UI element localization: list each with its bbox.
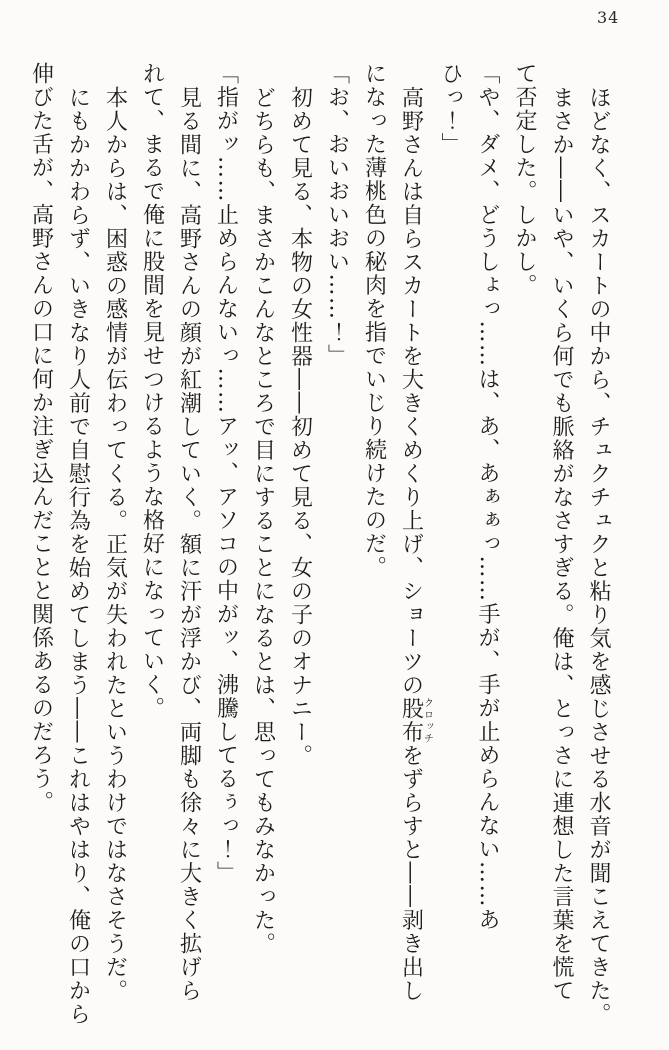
text-line: 見る間に、高野さんの顔が紅潮していく。額に汗が浮かび、両脚も徐々に大きく拡げら — [176, 85, 202, 1002]
text-line: れて、まるで俺に股間を見せつけるような格好になっていく。 — [139, 62, 165, 720]
ruby-annotation — [398, 696, 433, 744]
text-line: ほどなく、スカートの中から、チュクチュクと粘り気を感じさせる水音が聞こえてきた。 — [586, 85, 611, 1026]
text-line: にもかかわらず、いきなり人前で自慰行為を始めてしまう――これはやはり、俺の口から — [65, 85, 91, 1026]
text-line: まさか――いや、いくら何でも脈絡がなさすぎる。俺は、とっさに連想した言葉を慌て — [549, 85, 574, 1002]
text-block — [23, 62, 618, 1040]
text-line: になった薄桃色の秘肉を指でいじり続けたのだ。 — [361, 62, 387, 579]
text-line: 初めて見る、本物の女性器――初めて見る、女の子のオナニー。 — [287, 85, 313, 767]
ruby-base: 股布 — [398, 696, 424, 744]
ruby-after-text: をずらすと――剥き出し — [398, 743, 424, 1002]
text-line-dialogue: ひっ！」 — [438, 62, 463, 156]
ruby-before-text: 高野さんは自らスカートを大きくめくり上げ、ショーツの — [398, 85, 424, 697]
text-line-ruby — [393, 62, 433, 1040]
text-line: 伸びた舌が、高野さんの口に何か注ぎ込んだことと関係あるのだろう。 — [28, 62, 54, 814]
ruby-text: クロッチ — [421, 696, 433, 744]
text-line: 本人からは、困惑の感情が伝わってくる。正気が失われたというわけではなさそうだ。 — [102, 85, 128, 1002]
text-line: て否定した。しかし。 — [512, 62, 537, 297]
text-line: どちらも、まさかこんなところで目にすることになるとは、思ってもみなかった。 — [250, 85, 276, 955]
page-number: 34 — [597, 8, 620, 27]
text-line-dialogue: 「お、おいおいおい……！」 — [324, 62, 350, 368]
text-line-dialogue: 「指がッ……止めらんないっ……アッ、アソコの中がッ、沸騰してるぅっ！」 — [213, 62, 239, 885]
text-line-dialogue: 「や、ダメ、どうしょっ……は、あ、あぁぁっ……手が、手が止めらんない……あ — [475, 62, 500, 932]
